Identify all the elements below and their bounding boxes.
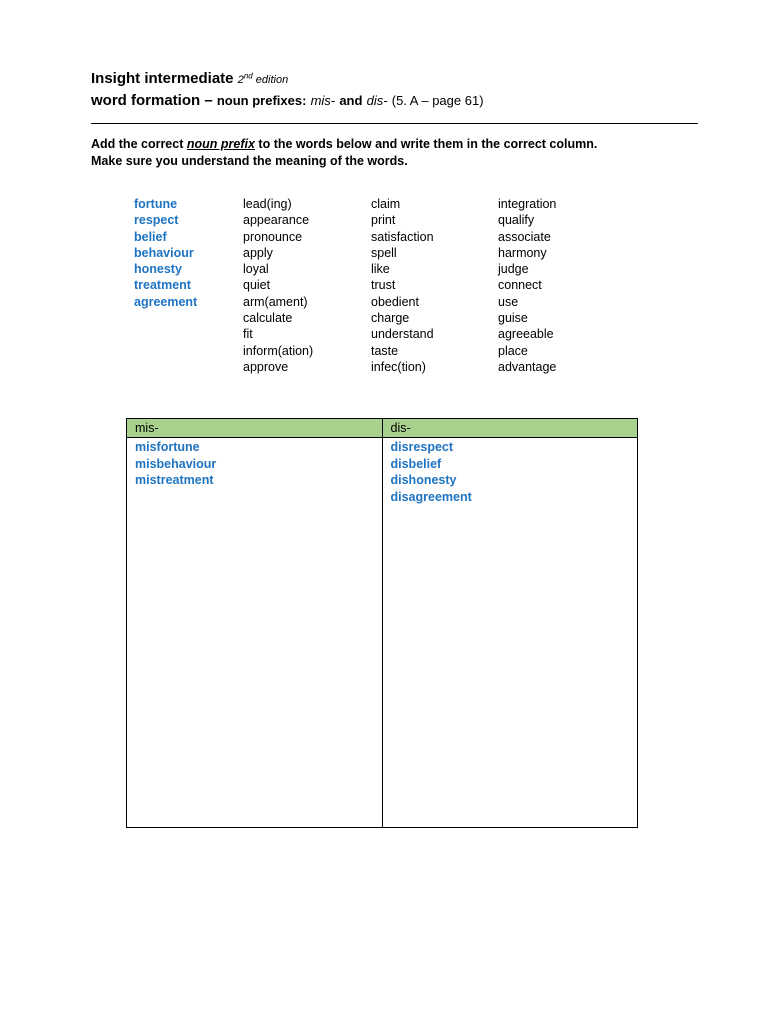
answer-item: misbehaviour bbox=[135, 456, 217, 471]
word-item: respect bbox=[134, 213, 179, 228]
document-title bbox=[91, 70, 288, 87]
word-item: guise bbox=[498, 311, 528, 326]
word-item: treatment bbox=[134, 278, 191, 293]
word-item: associate bbox=[498, 229, 551, 244]
word-item: place bbox=[498, 343, 528, 358]
instruction-line-2: Make sure you understand the meaning of the words. bbox=[91, 153, 408, 168]
prefix-dis-label: dis- bbox=[366, 93, 388, 108]
noun-prefix-emphasis: noun prefix bbox=[186, 137, 255, 151]
title-text: Insight intermediate bbox=[91, 70, 234, 87]
word-item: quiet bbox=[243, 278, 271, 293]
word-item: charge bbox=[371, 311, 410, 326]
word-item: lead(ing) bbox=[243, 197, 292, 211]
prefix-mis-label: mis- bbox=[310, 93, 336, 108]
word-item: qualify bbox=[498, 213, 535, 228]
subtitle-main: word formation – bbox=[91, 92, 213, 109]
word-item: calculate bbox=[243, 311, 293, 326]
word-item: satisfaction bbox=[371, 229, 434, 244]
answer-item: disbelief bbox=[390, 456, 442, 471]
dis-answers-cell bbox=[383, 438, 638, 827]
subtitle-prefixes-label: noun prefixes: bbox=[216, 93, 307, 108]
word-item: fit bbox=[243, 327, 253, 342]
answer-item: misfortune bbox=[135, 440, 200, 454]
word-item: loyal bbox=[243, 262, 269, 277]
word-item: judge bbox=[498, 262, 529, 277]
word-item: approve bbox=[243, 359, 289, 374]
answer-item: disrespect bbox=[390, 440, 454, 454]
word-item: agreement bbox=[134, 294, 198, 309]
header-divider bbox=[91, 123, 698, 124]
mis-answers-cell bbox=[127, 438, 383, 827]
word-item: belief bbox=[134, 229, 167, 244]
word-column-1 bbox=[134, 196, 197, 310]
word-item: claim bbox=[371, 197, 401, 211]
word-column-3 bbox=[371, 196, 434, 375]
answer-item: dishonesty bbox=[390, 473, 457, 487]
word-item: apply bbox=[243, 245, 273, 260]
word-item: appearance bbox=[243, 213, 310, 228]
word-item: trust bbox=[371, 278, 396, 293]
word-item: agreeable bbox=[498, 327, 554, 342]
page-reference: (5. A – page 61) bbox=[391, 93, 484, 108]
dis-column-header: dis- bbox=[390, 421, 411, 435]
answer-table bbox=[126, 418, 638, 828]
word-item: harmony bbox=[498, 245, 547, 260]
edition-label: 2nd edition bbox=[237, 71, 289, 86]
instructions bbox=[91, 136, 597, 169]
table-body bbox=[127, 438, 637, 827]
word-item: connect bbox=[498, 278, 542, 293]
word-item: print bbox=[371, 213, 396, 228]
mis-column-header: mis- bbox=[127, 419, 383, 437]
answer-item: mistreatment bbox=[135, 473, 214, 487]
table-header-row bbox=[127, 419, 637, 438]
document-subtitle bbox=[91, 92, 484, 109]
word-item: arm(ament) bbox=[243, 294, 308, 309]
and-word: and bbox=[339, 93, 363, 108]
word-item: honesty bbox=[134, 262, 182, 277]
answer-item: disagreement bbox=[390, 489, 472, 504]
word-column-2 bbox=[243, 196, 313, 375]
word-item: advantage bbox=[498, 359, 557, 374]
word-item: obedient bbox=[371, 294, 419, 309]
instruction-line-1: Add the correct noun prefix to the words below and write them in the correct column. bbox=[91, 137, 598, 151]
word-column-4 bbox=[498, 196, 556, 375]
word-item: understand bbox=[371, 327, 434, 342]
word-item: inform(ation) bbox=[243, 343, 314, 358]
word-item: like bbox=[371, 262, 390, 277]
word-item: use bbox=[498, 294, 519, 309]
word-item: spell bbox=[371, 245, 397, 260]
word-item: infec(tion) bbox=[371, 359, 426, 374]
word-item: integration bbox=[498, 197, 557, 211]
word-item: behaviour bbox=[134, 245, 194, 260]
word-item: pronounce bbox=[243, 229, 303, 244]
word-item: fortune bbox=[134, 197, 178, 211]
word-item: taste bbox=[371, 343, 399, 358]
